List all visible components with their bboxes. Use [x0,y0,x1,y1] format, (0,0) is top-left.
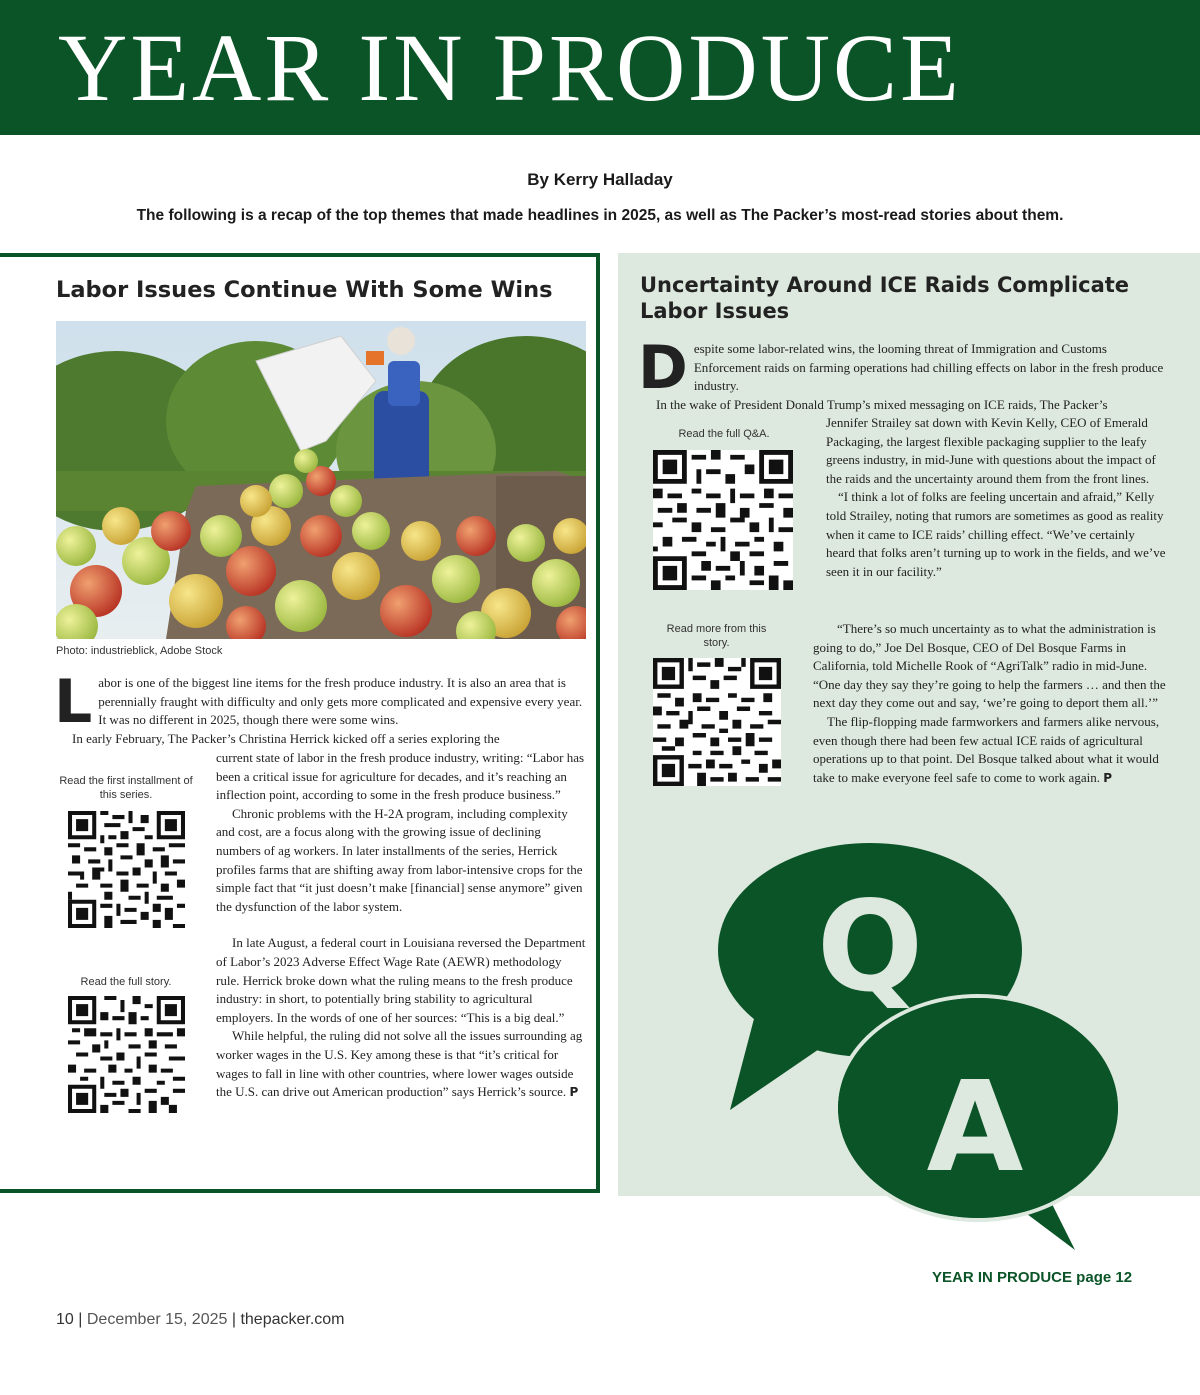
apple-harvest-photo [56,321,586,639]
left-paragraph-2a: In early February, The Packer’s Christina Herrick kicked off a series exploring the [72,730,500,746]
section-title: YEAR IN PRODUCE [58,14,962,121]
right-paragraph-4: “There’s so much uncertainty as to what the administration is going to do,” Joe Del Bosque, CEO of Del Bosque Farms in California, told Michelle Rook of “AgriTalk” radio in mid-June. “One day they say they’re going to help the farmers … and then the next day they come out and say, ‘we’re going to deport them all.’” [813,621,1166,711]
continued-link[interactable]: YEAR IN PRODUCE page 12 [932,1269,1133,1286]
masthead-banner [0,0,1200,135]
right-story-headline: Uncertainty Around ICE Raids Complicate Labor Issues [640,273,1130,323]
qr-label-first-installment: Read the first installment of this series. [59,775,193,801]
photo-caption: Photo: industrieblick, Adobe Stock [56,645,223,657]
left-paragraph-3: Chronic problems with the H-2A program, including complexity and cost, are a focus along with the growing issue of declining numbers of ag workers. In later installments of the series, Herrick profiles farms that are shifting away from labor-intensive crops for the simple fact that “it just doesn’t make [financial] sense anymore” given the dysfunction of the labor system. [216,805,583,914]
right-paragraph-1: espite some labor-related wins, the looming threat of Immigration and Customs Enforcement raids on farming operations had chilling effects on labor in the fresh produce industry. [693,341,1164,394]
right-paragraph-5-text: The flip-flopping made farmworkers and farmers alike nervous, even though there had been few actual ICE raids of agricultural operations up to that point. Del Bosque talked about what it would take to make everyone feel safe to come to work again. [813,713,1160,785]
a-letter: A [926,1055,1024,1200]
page-footer [56,1311,345,1329]
right-paragraph-2a: In the wake of President Donald Trump’s mixed messaging on ICE raids, The Packer’s [656,396,1108,412]
qa-speech-bubbles-graphic [700,840,1170,1260]
dek: The following is a recap of the top themes that made headlines in 2025, as well as The Packer’s most-read stories about them. [136,207,1064,224]
left-story-headline: Labor Issues Continue With Some Wins [56,277,553,303]
footer-separator: | [78,1311,83,1328]
dropcap: L [54,667,93,737]
left-paragraph-4: In late August, a federal court in Louisiana reversed the Department of Labor’s 2023 Adverse Effect Wage Rate (AEWR) methodology rule. Herrick broke down what the ruling means to the fresh produce industry: in short, to potentially bring stability to agricultural employers. In the words of one of her sources: “This is a big deal.” [216,935,586,1025]
qr-label-full-qa: Read the full Q&A. [678,428,770,440]
qr-code-full-qa[interactable] [653,450,793,590]
qr-label-read-more: Read more from this story. [666,623,767,649]
right-story-intro [638,333,1165,414]
issue-date: December 15, 2025 [86,1311,228,1328]
end-mark: P [1103,770,1113,785]
page-number: 10 [56,1311,74,1328]
qr-code-full-story[interactable] [68,996,185,1113]
right-paragraph-2b: Jennifer Strailey sat down with Kevin Kelly, CEO of Emerald Packaging, the largest flexible packaging supplier to the leafy greens industry, in mid-June with questions about the impact of the raids and the uncertainty around them from the front lines. [826,415,1156,486]
left-paragraph-5-text: While helpful, the ruling did not solve all the issues surrounding ag worker wages in the U.S. Key among these is that “it’s critical for wages to fall in line with other countries, where lower wages outside the U.S. can drive out American production” says Herrick’s source. [216,1028,583,1100]
end-mark: P [569,1085,579,1100]
right-story-column-a [826,414,1166,581]
qr-code-first-installment[interactable] [68,811,185,928]
left-paragraph-1: abor is one of the biggest line items for the fresh produce industry. It is also an area that is perennially fraught with difficulty and only gets more complicated and expensive every year. It was no different in 2025, though there were some wins. [98,675,583,728]
left-paragraph-2b: current state of labor in the fresh produce industry, writing: “Labor has been a critical issue for agriculture for decades, and it’s reaching an inflection point, according to some in the fresh produce business.” [216,750,585,803]
qr-label-full-story: Read the full story. [80,976,172,988]
q-letter: Q [816,875,924,1020]
dropcap: D [638,333,688,403]
left-paragraph-5 [216,1027,588,1101]
left-story-intro [54,667,586,748]
qr-code-read-more[interactable] [653,658,781,786]
left-story-column [216,749,588,1102]
right-paragraph-3: “I think a lot of folks are feeling uncertain and afraid,” Kelly told Strailey, noting that rumors are sometimes as good as reality when it came to ICE raids’ chilling effect. “We’ve certainly heard that folks aren’t turning up to work in the fields, and we’ve seen it in our facility.” [826,489,1166,579]
site-name: thepacker.com [240,1311,345,1328]
right-paragraph-5 [813,713,1166,787]
right-story-column-b [813,620,1166,787]
byline: By Kerry Halladay [527,170,673,189]
footer-separator: | [231,1311,236,1328]
